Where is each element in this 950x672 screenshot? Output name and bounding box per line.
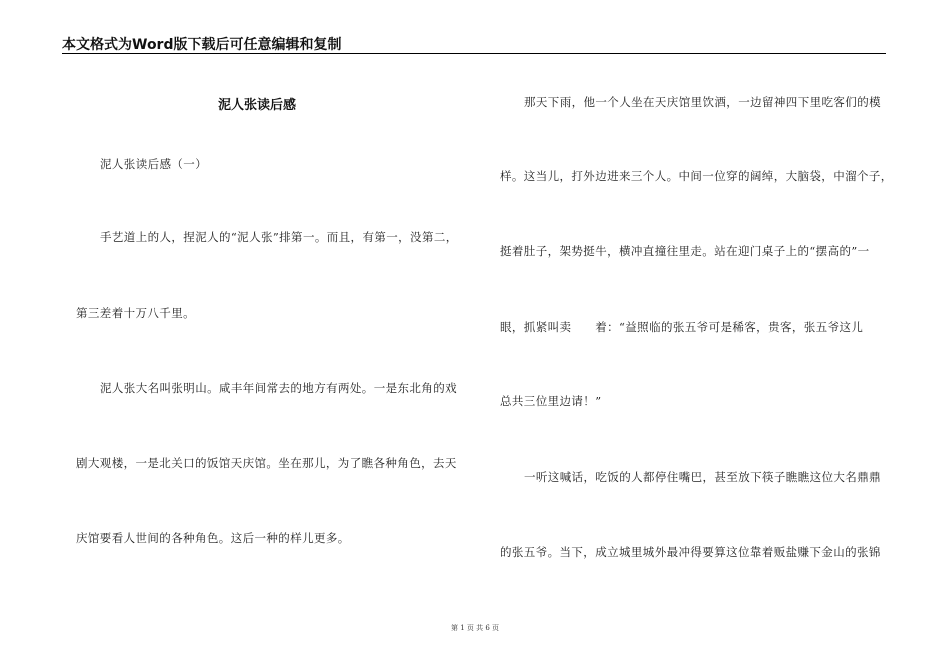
left-line-5: 剧大观楼，一是北关口的饭馆天庆馆。坐在那儿，为了瞧各种角色，去天 <box>76 456 457 470</box>
document-header: 本文格式为Word版下载后可任意编辑和复制 <box>62 37 342 53</box>
page-title: 泥人张读后感 <box>218 98 297 113</box>
right-line-4: 眼，抓紧叫卖 着：“益照临的张五爷可是稀客，贵客，张五爷这儿 <box>500 320 864 334</box>
left-line-2: 手艺道上的人，捏泥人的“泥人张”排第一。而且，有第一，没第二， <box>100 230 458 244</box>
right-line-1: 那天下雨，他一个人坐在天庆馆里饮酒，一边留神四下里吃客们的模 <box>524 95 881 109</box>
left-line-3: 第三差着十万八千里。 <box>76 306 195 320</box>
right-line-3: 挺着肚子，架势挺牛，横冲直撞往里走。站在迎门桌子上的“摆高的”一 <box>500 244 870 258</box>
right-line-2: 样。这当儿，打外边进来三个人。中间一位穿的阔绰，大脑袋，中溜个子， <box>500 169 893 183</box>
right-line-6: 一听这喊话，吃饭的人都停住嘴巴，甚至放下筷子瞧瞧这位大名鼎鼎 <box>524 470 881 484</box>
left-line-4: 泥人张大名叫张明山。咸丰年间常去的地方有两处。一是东北角的戏 <box>100 381 457 395</box>
right-line-7: 的张五爷。当下，成立城里城外最冲得要算这位靠着贩盐赚下金山的张锦 <box>500 545 881 559</box>
left-line-6: 庆馆要看人世间的各种角色。这后一种的样儿更多。 <box>76 531 350 545</box>
header-divider <box>62 53 886 54</box>
left-line-1: 泥人张读后感（一） <box>100 157 208 171</box>
page-number-footer: 第 1 页 共 6 页 <box>450 624 500 632</box>
right-line-5: 总共三位里边请！” <box>500 394 602 408</box>
